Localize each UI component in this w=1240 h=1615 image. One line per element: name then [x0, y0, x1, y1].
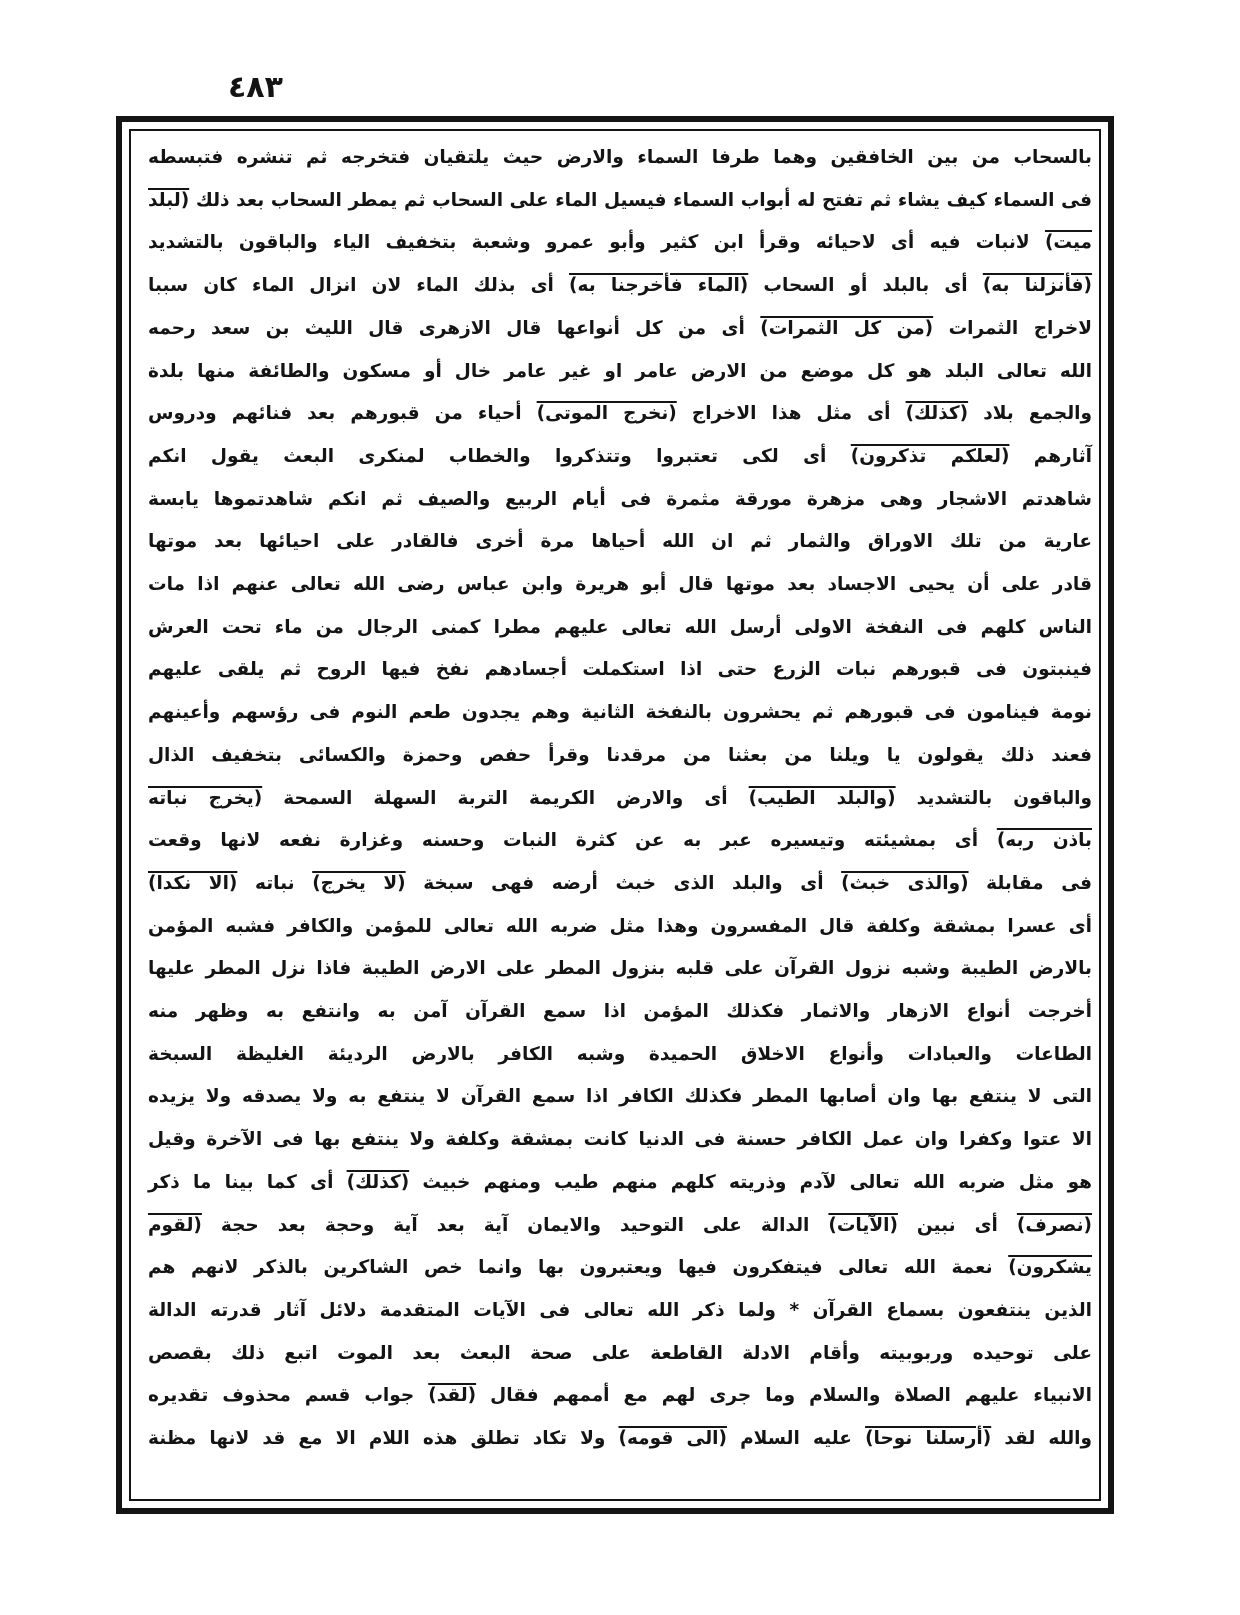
commentary-segment: بالسحاب من بين الخافقين وهما طرفا السماء والارض حيث يلتقيان فتخرجه ثم تنشره فتبسطه: [148, 147, 1092, 168]
text-line: [148, 778, 1092, 821]
text-body: [148, 137, 1092, 1461]
quran-verse-segment: (الى قومه): [618, 1428, 727, 1450]
text-line: [148, 692, 1092, 735]
commentary-segment: الانبياء عليهم الصلاة والسلام وما جرى لهم مع أممهم فقال: [476, 1385, 1092, 1407]
text-line: [148, 1205, 1092, 1248]
commentary-segment: أى مثل هذا الاخراج: [676, 403, 906, 425]
text-line: [148, 863, 1092, 906]
quran-verse-segment: (لا يخرج): [312, 872, 406, 894]
commentary-segment: جواب قسم محذوف تقديره: [148, 1385, 429, 1407]
page-number: ٤٨٣: [228, 70, 283, 105]
commentary-segment: فعند ذلك يقولون يا ويلنا من بعثنا من مرقدنا وقرأ حفص وحمزة والكسائى بتخفيف الذال: [148, 744, 1092, 766]
quran-verse-segment: (نصرف): [1016, 1214, 1092, 1236]
quran-verse-segment: (أرسلنا نوحا): [865, 1428, 992, 1450]
quran-verse-segment: (والبلد الطيب): [748, 787, 896, 809]
quran-verse-segment: ميت): [1044, 232, 1092, 254]
commentary-segment: شاهدتم الاشجار وهى مزهرة مورقة مثمرة فى أيام الربيع والصيف ثم انكم شاهدتموها يابسة: [148, 488, 1092, 510]
text-line: [148, 265, 1092, 308]
quran-verse-segment: يشكرون): [1008, 1257, 1092, 1279]
text-line: [148, 351, 1092, 394]
text-line: [148, 991, 1092, 1034]
commentary-segment: أى عسرا بمشقة وكلفة قال المفسرون وهذا مثل ضربه الله تعالى للمؤمن والكافر فشبه المؤمن: [148, 915, 1092, 937]
commentary-segment: لاخراج الثمرات: [933, 317, 1092, 339]
quran-verse-segment: باذن ربه): [996, 830, 1093, 852]
commentary-segment: فى السماء كيف يشاء ثم تفتح له أبواب السماء فيسيل الماء على السحاب ثم يمطر السحاب بعد ذلك: [189, 189, 1092, 211]
quran-verse-segment: (فأنزلنا به): [982, 275, 1093, 297]
commentary-segment: نباته: [237, 872, 313, 894]
text-line: [148, 222, 1092, 265]
commentary-segment: آثارهم: [1009, 445, 1092, 467]
text-line: [148, 564, 1092, 607]
text-line: [148, 1333, 1092, 1376]
commentary-segment: أى بالبلد أو السحاب: [748, 275, 983, 297]
text-line: [148, 1247, 1092, 1290]
quran-verse-segment: (كذلك): [346, 1171, 410, 1193]
quran-verse-segment: (لبلد: [148, 189, 190, 211]
quran-verse-segment: (لعلكم تذكرون): [850, 445, 1010, 467]
commentary-segment: فينبتون فى قبورهم نبات الزرع حتى اذا استكملت أجسادهم نفخ فيها الروح ثم يلقى عليهم: [148, 659, 1092, 681]
text-line: [148, 1119, 1092, 1162]
commentary-segment: الله تعالى البلد هو كل موضع من الارض عامر او غير عامر خال أو مسكون والطائفة منها بلدة: [148, 360, 1092, 382]
commentary-segment: نعمة الله تعالى فيتفكرون فيها ويعتبرون بها وانما خص الشاكرين بالذكر لانهم هم: [148, 1257, 1009, 1279]
commentary-segment: والجمع بلاد: [968, 403, 1092, 425]
text-line: [148, 436, 1092, 479]
commentary-segment: أى بمشيئته وتيسيره عبر به عن كثرة النبات وحسنه وغزارة نفعه لانها وقعت: [148, 830, 997, 852]
commentary-segment: نومة فينامون فى قبورهم ثم يحشرون بالنفخة الثانية وهم يجدون طعم النوم فى رؤسهم وأعينهم: [148, 702, 1092, 724]
commentary-segment: بالارض الطيبة وشبه نزول القرآن على قلبه بنزول المطر على الارض الطيبة فاذا نزل المطر عليها: [148, 958, 1092, 980]
commentary-segment: الذين ينتفعون بسماع القرآن * ولما ذكر الله تعالى فى الآيات المتقدمة دلائل آثار قدرته الدالة: [148, 1299, 1092, 1321]
text-line: [148, 906, 1092, 949]
text-line: [148, 735, 1092, 778]
commentary-segment: أى نبين: [897, 1214, 1017, 1236]
text-line: [148, 607, 1092, 650]
text-line: [148, 820, 1092, 863]
commentary-segment: أى بذلك الماء لان انزال الماء كان سببا: [148, 275, 570, 297]
text-line: [148, 1290, 1092, 1333]
quran-verse-segment: (يخرج نباته: [148, 787, 263, 809]
text-line: [148, 137, 1092, 180]
text-line: [148, 308, 1092, 351]
text-line: [148, 1034, 1092, 1077]
commentary-segment: هو مثل ضربه الله تعالى لآدم وذريته كلهم منهم طيب ومنهم خبيث: [409, 1171, 1093, 1193]
quran-verse-segment: (الماء فأخرجنا به): [569, 275, 749, 297]
quran-verse-segment: (لقد): [428, 1385, 477, 1407]
commentary-segment: أى كما بينا ما ذكر: [148, 1171, 347, 1193]
text-line: [148, 649, 1092, 692]
commentary-segment: على توحيده وربوبيته وأقام الادلة القاطعة على صحة البعث بعد الموت اتبع ذلك بقصص: [148, 1342, 1092, 1364]
quran-verse-segment: (والذى خبث): [841, 872, 969, 894]
text-line: [148, 479, 1092, 522]
commentary-segment: أى من كل أنواعها قال الازهرى قال الليث بن سعد رحمه: [148, 317, 761, 339]
quran-verse-segment: (الآيات): [828, 1214, 898, 1236]
quran-verse-segment: (من كل الثمرات): [760, 317, 934, 339]
commentary-segment: والباقون بالتشديد: [895, 787, 1092, 809]
text-line: [148, 1375, 1092, 1418]
text-line: [148, 1418, 1092, 1461]
quran-verse-segment: (الا نكدا): [148, 872, 238, 894]
commentary-segment: أى لكى تعتبروا وتتذكروا والخطاب لمنكرى البعث يقول انكم: [148, 445, 851, 467]
commentary-segment: عليه السلام: [726, 1428, 866, 1450]
commentary-segment: الطاعات والعبادات وأنواع الاخلاق الحميدة وشبه الكافر بالارض الرديئة الغليظة السبخة: [148, 1043, 1092, 1065]
commentary-segment: التى لا ينتفع بها وان أصابها المطر فكذلك الكافر اذا سمع القرآن لا ينتفع به ولا يصدقه ولا يزيده: [148, 1086, 1092, 1108]
commentary-segment: أى والبلد الذى خبث أرضه فهى سبخة: [405, 872, 842, 894]
quran-verse-segment: (كذلك): [905, 403, 969, 425]
text-line: [148, 1162, 1092, 1205]
commentary-segment: قادر على أن يحيى الاجساد بعد موتها قال أبو هريرة وابن عباس رضى الله تعالى عنهم اذا مات: [148, 574, 1092, 596]
commentary-segment: أحياء من قبورهم بعد فنائهم ودروس: [148, 403, 537, 425]
text-line: [148, 393, 1092, 436]
commentary-segment: لانبات فيه أى لاحيائه وقرأ ابن كثير وأبو عمرو وشعبة بتخفيف الياء والباقون بالتشديد: [148, 232, 1045, 254]
text-line: [148, 521, 1092, 564]
quran-verse-segment: (نخرج الموتى): [536, 403, 677, 425]
commentary-segment: ولا تكاد تطلق هذه اللام الا مع قد لانها مظنة: [148, 1428, 619, 1450]
commentary-segment: عارية من تلك الاوراق والثمار ثم ان الله أحياها مرة أخرى فالقادر على احيائها بعد موتها: [148, 531, 1092, 553]
quran-verse-segment: (لقوم: [148, 1214, 202, 1236]
commentary-segment: فى مقابلة: [968, 872, 1093, 894]
commentary-segment: الدالة على التوحيد والايمان آية بعد آية وحجة بعد حجة: [201, 1214, 829, 1236]
commentary-segment: الناس كلهم فى النفخة الاولى أرسل الله تعالى عليهم مطرا كمنى الرجال من ماء تحت العرش: [148, 616, 1092, 638]
commentary-segment: أخرجت أنواع الازهار والاثمار فكذلك المؤمن اذا سمع القرآن آمن به وانتفع به وظهر منه: [148, 1001, 1092, 1023]
commentary-segment: الا عتوا وكفرا وان عمل الكافر حسنة فى الدنيا كانت بمشقة وكلفة ولا ينتفع بها فى الآخرة وقيل: [148, 1129, 1092, 1151]
text-line: [148, 180, 1092, 223]
commentary-segment: والله لقد: [991, 1428, 1092, 1450]
text-line: [148, 948, 1092, 991]
commentary-segment: أى والارض الكريمة التربة السهلة السمحة: [262, 787, 749, 809]
text-line: [148, 1076, 1092, 1119]
